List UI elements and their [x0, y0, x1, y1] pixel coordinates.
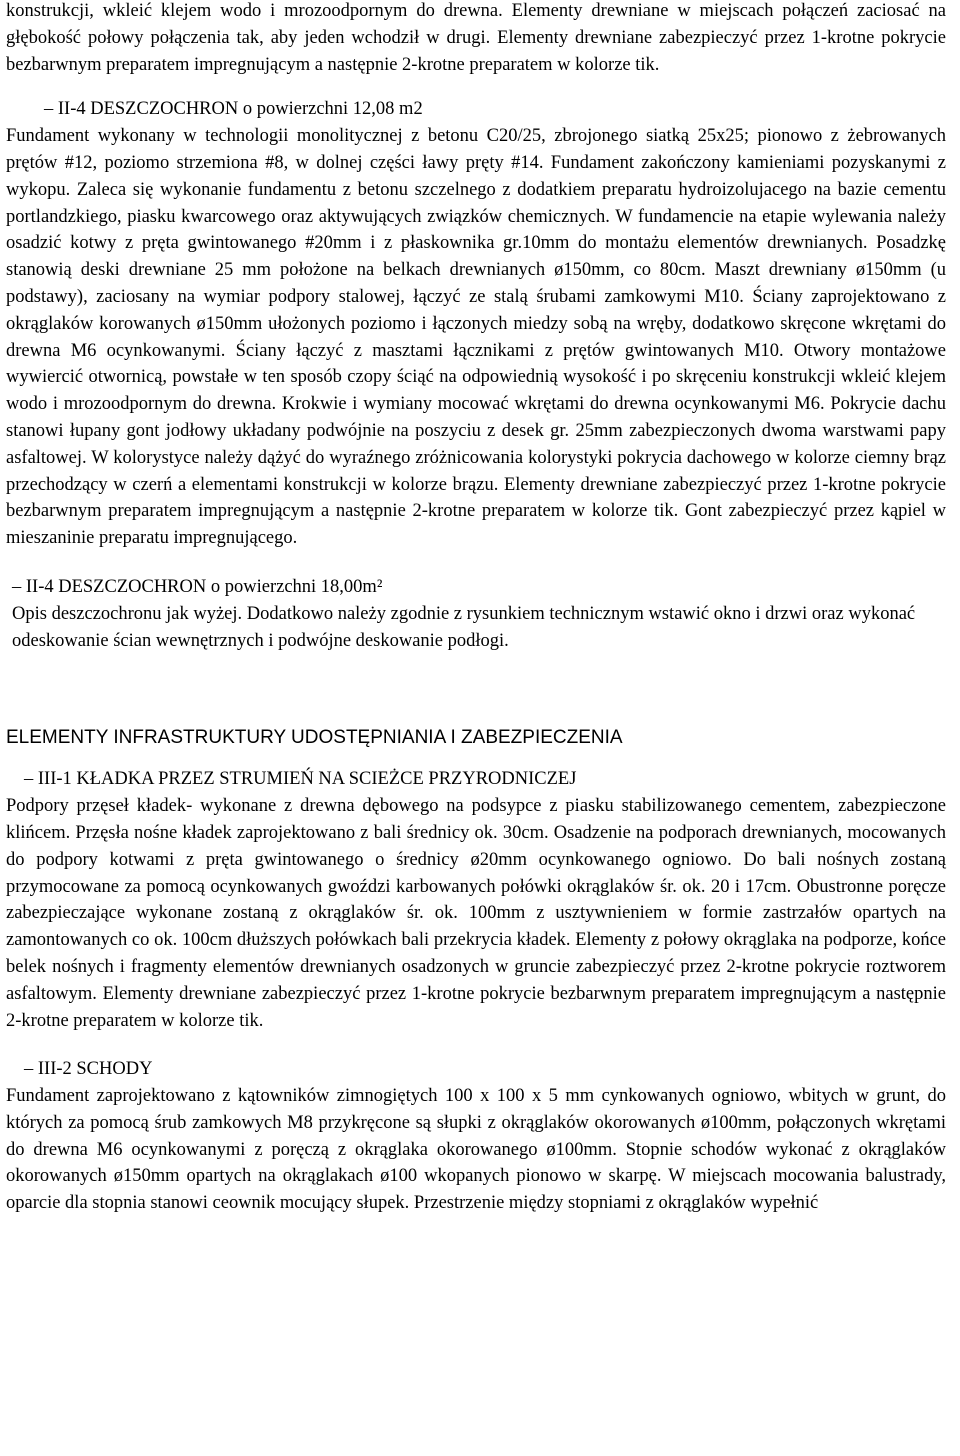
deszczochron-18-body: Opis deszczochronu jak wyżej. Dodatkowo należy zgodnie z rysunkiem technicznym wstawić okno i drzwi oraz wykonać odeskowanie ścian wewnętrznych i podwójne deskowanie podłogi.	[12, 603, 916, 651]
section-title: ELEMENTY INFRASTRUKTURY UDOSTĘPNIANIA I ZABEZPIECZENIA	[6, 727, 623, 749]
intro-paragraph: konstrukcji, wkleić klejem wodo i mrozoodpornym do drewna. Elementy drewniane w miejscach połączeń zaciosać na głębokość połowy połączenia tak, aby jeden wchodził w drugi. Elementy drewniane zabezpieczyć przez 1-krotne pokrycie bezbarwnym preparatem impregnującym a następnie 2-krotne preparatem w kolorze tik.	[6, 1, 946, 75]
deszczochron-12-body: Fundament wykonany w technologii monolitycznej z betonu C20/25, zbrojonego siatką 25x25; pionowo z żebrowanych prętów #12, poziomo strzemiona #8, w dolnej części ławy pręty #14. Fundament zakończony kamieniami pozyskanymi z wykopu. Zaleca się wykonanie fundamentu z betonu szczelnego z dodatkiem preparatu hydroizolujacego na bazie cementu portlandzkiego, piasku kwarcowego oraz aktywujących związków chemicznych. W fundamencie na etapie wylewania należy osadzić kotwy z pręta gwintowanego #20mm i z płaskownika gr.10mm do montażu elementów drewnianych. Posadzkę stanowią deski drewniane 25 mm położone na belkach drewnianych ø150mm, co 80cm. Maszt drewniany ø150mm (u podstawy), zaciosany na wymiar podpory stalowej, łączyć ze stalą śrubami zamkowymi M10. Ściany zaprojektowano z okrąglaków korowanych ø150mm ułożonych poziomo i łączonych miedzy sobą na wręby, dodatkowo skręcone wkrętami do drewna M6 ocynkowanymi. Ściany łączyć z masztami łącznikami z prętów gwintowanych M10. Otwory montażowe wywiercić otwornicą, powstałe w ten sposób czopy ściąć na odpowiednią wysokość i po skręceniu konstrukcji wkleić klejem wodo i mrozoodpornym do drewna. Krokwie i wymiany mocować wkrętami do drewna ocynkowanymi M6. Pokrycie dachu stanowi łupany gont jodłowy układany podwójnie na poszyciu z desek gr. 25mm zabezpieczonych dwoma warstwami papy asfaltowej. W kolorystyce należy dążyć do wyraźnego zróżnicowania kolorystyki pokrycia dachowego w kolorze ciemny brąz przechodzący w czerń a elementami konstrukcji w kolorze brązu. Elementy drewniane zabezpieczyć przez 1-krotne pokrycie bezbarwnym preparatem impregnującym a następnie 2-krotne preparatem w kolorze tik. Gont zabezpieczyć przez kąpiel w mieszaninie preparatu impregnującego.	[6, 126, 946, 549]
deszczochron-18-heading: – II-4 DESZCZOCHRON o powierzchni 18,00m²	[12, 576, 383, 597]
schody-body: Fundament zaprojektowano z kątowników zimnogiętych 100 x 100 x 5 mm cynkowanych ogniowo, wbitych w grunt, do których za pomocą śrub zamkowych M8 przykręcone są słupki z okrąglaków okorowanych ø100mm, połączonych wkrętami do drewna M6 ocynkowanymi z poręczą z okrąglaka okorowanego ø100mm. Stopnie schodów wykonać z okrąglaków okorowanych ø150mm opartych na okrąglakach ø100 wkopanych pionowo w skarpę. W miejscach mocowania balustrady, oparcie dla stopnia stanowi ceownik mocujący słupek. Przestrzenie między stopniami z okrąglaków wypełnić	[6, 1086, 946, 1214]
kladka-heading: – III-1 KŁADKA PRZEZ STRUMIEŃ NA SCIEŻCE PRZYRODNICZEJ	[24, 769, 577, 790]
deszczochron-12-heading: – II-4 DESZCZOCHRON o powierzchni 12,08 m2	[44, 99, 423, 120]
kladka-body: Podpory przęseł kładek- wykonane z drewna dębowego na podsypce z piasku stabilizowanego cementem, zabezpieczone klińcem. Przęsła nośne kładek zaprojektowano z bali średnicy ok. 30cm. Osadzenie na podporach drewnianych, mocowanych do podpory kotwami z pręta gwintowanego o średnicy ø20mm ocynkowanego ogniowo. Do bali nośnych zostaną przymocowane za pomocą ocynkowanych gwoździ karbowanych połówki okrąglaków śr. ok. 20 i 17cm. Obustronne poręcze zabezpieczające wykonane zostaną z okrąglaków śr. ok. 100mm z usztywnieniem w formie zastrzałów opartych na zamontowanych co ok. 100cm dłuższych połówkach bali przekrycia kładek. Elementy z połowy okrąglaka na podporze, końce belek nośnych i fragmenty elementów drewnianych osadzonych w gruncie zabezpieczyć przez 2-krotne pokrycie roztworem asfaltowym. Elementy drewniane zabezpieczyć przez 1-krotne pokrycie bezbarwnym preparatem impregnującym a następnie 2-krotne preparatem w kolorze tik.	[6, 796, 946, 1031]
schody-heading: – III-2 SCHODY	[24, 1059, 153, 1080]
